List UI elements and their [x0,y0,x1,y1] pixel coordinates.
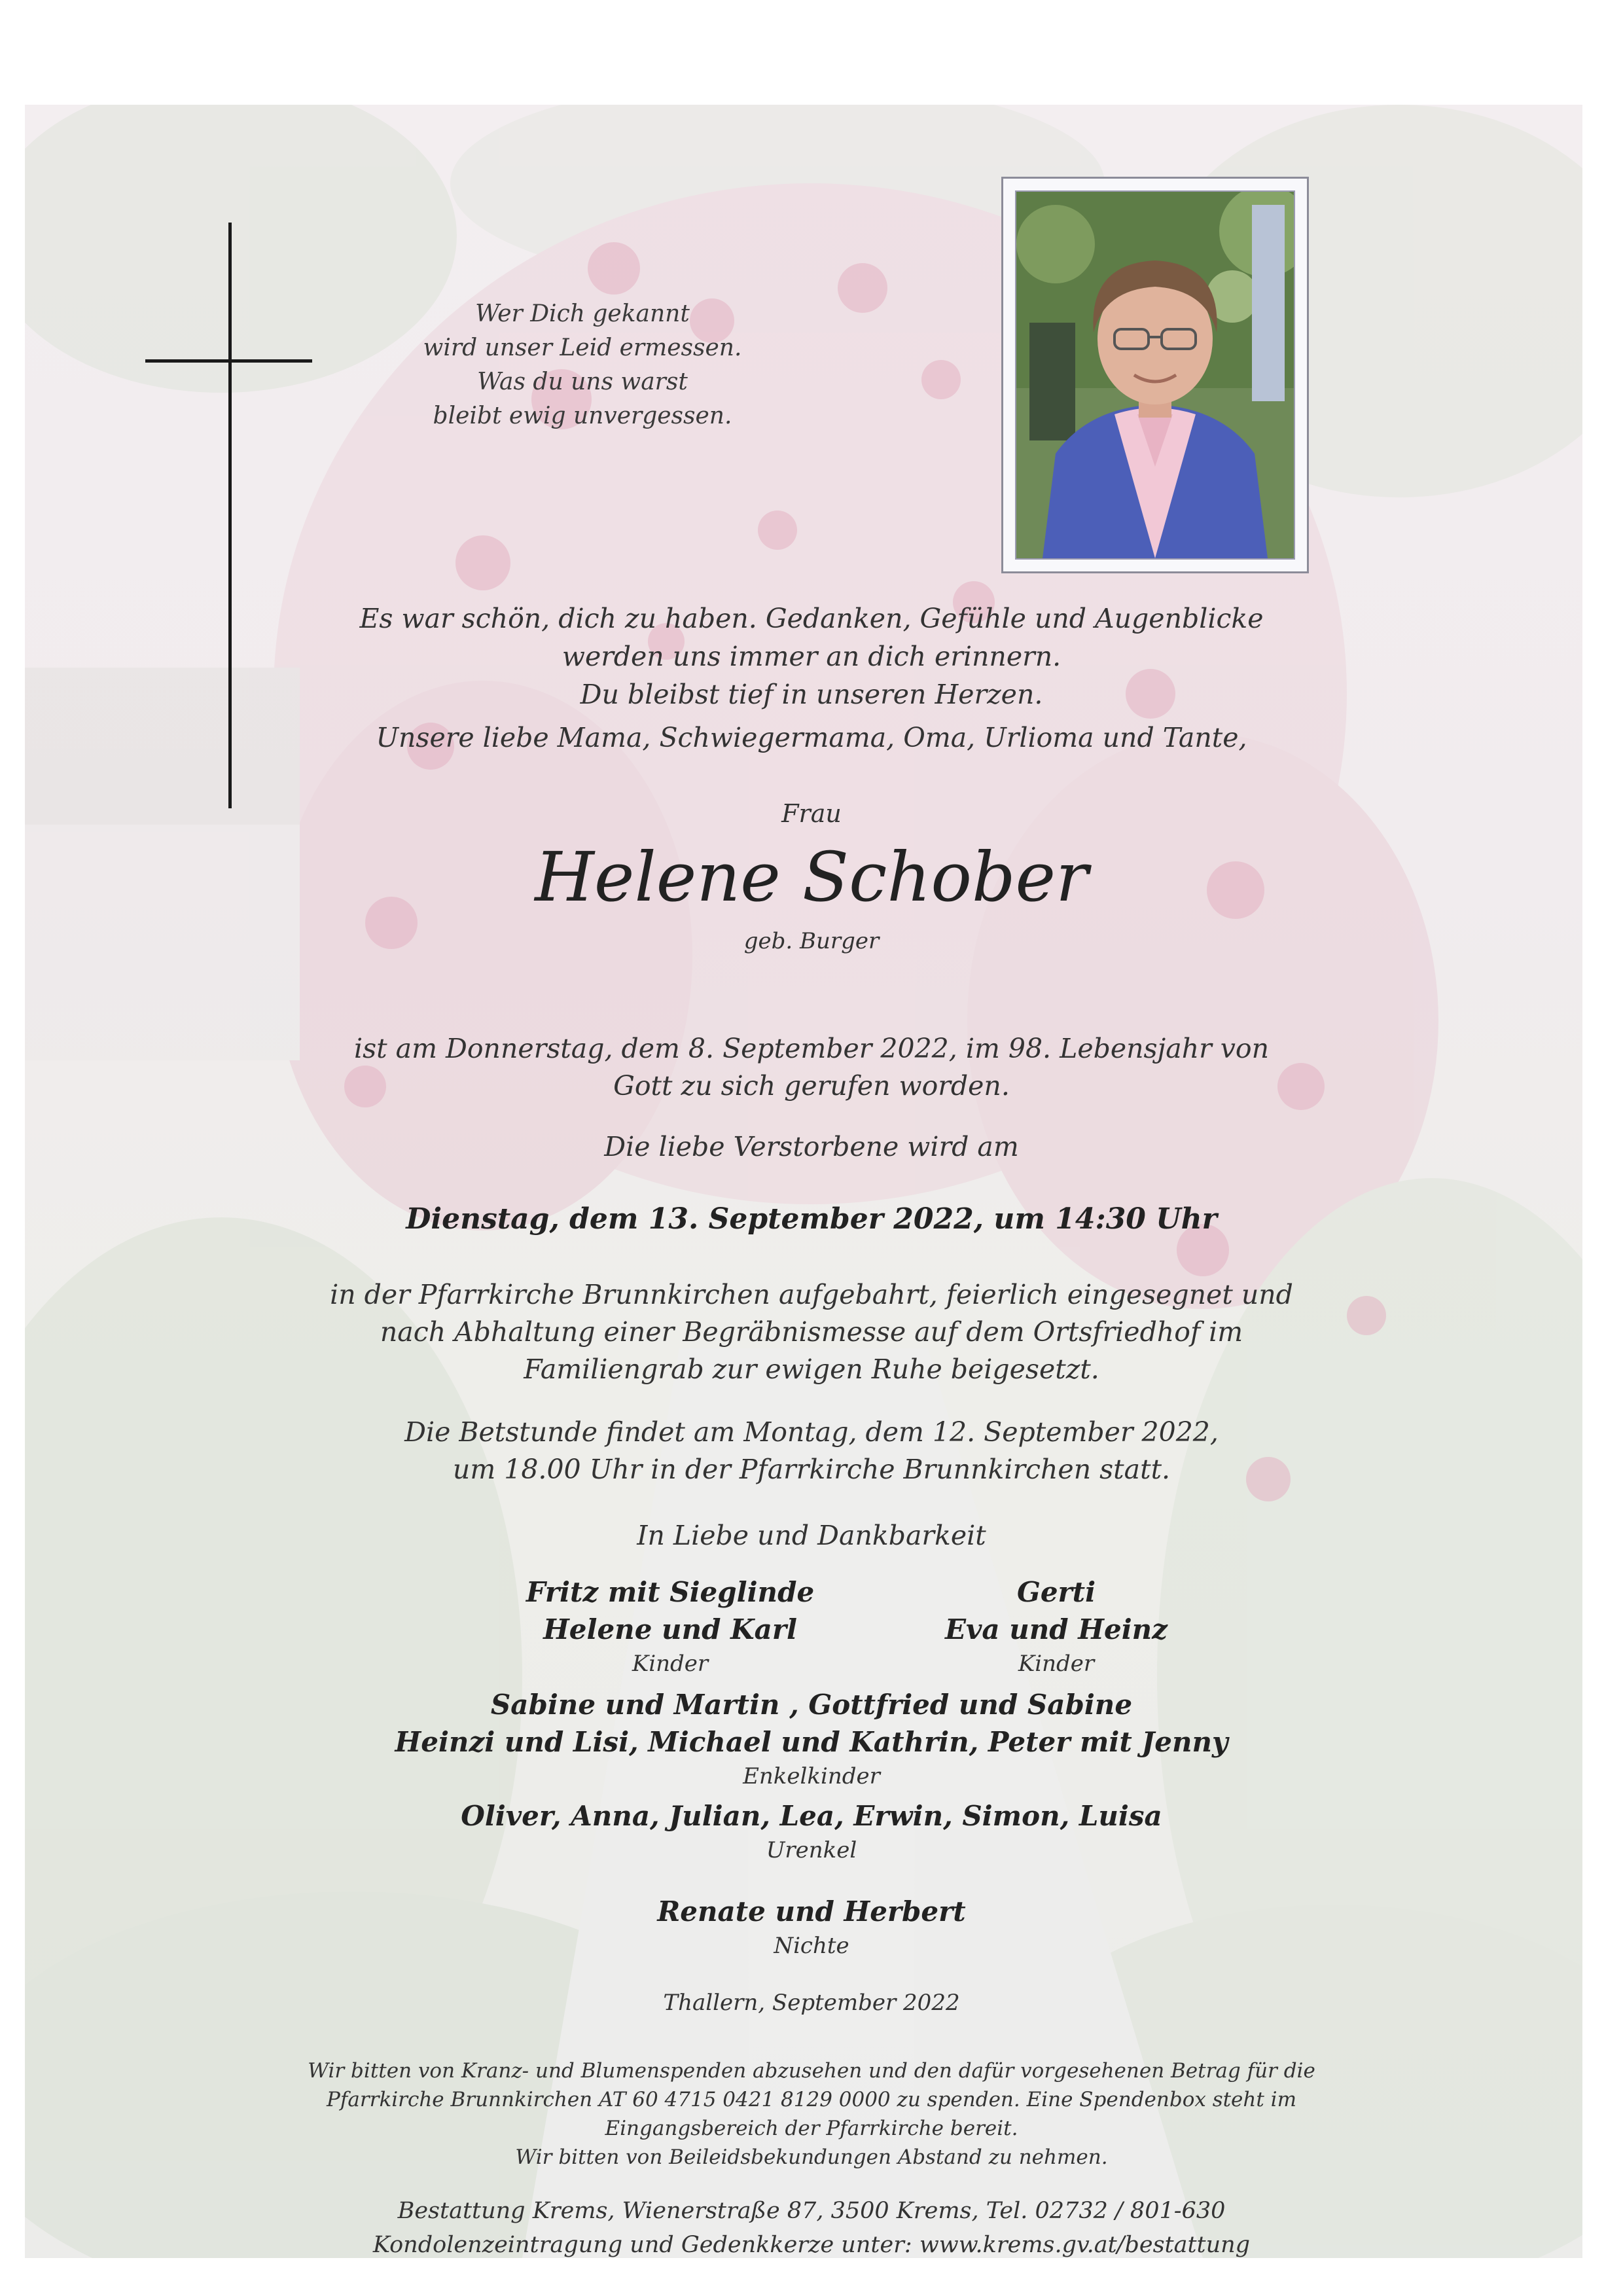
poem-line: Wer Dich gekannt [475,300,690,327]
portrait-frame [1001,177,1309,573]
intro-line: Unsere liebe Mama, Schwiegermama, Oma, Urlioma und Tante, [376,722,1247,753]
funeral-details-line: in der Pfarrkirche Brunnkirchen aufgebahrt, feierlich eingesegnet und [330,1279,1293,1310]
mourner-role: Kinder [1018,1651,1095,1677]
donation-note-line: Pfarrkirche Brunnkirchen AT 60 4715 0421 8129 0000 zu spenden. Eine Spendenbox steht im [327,2088,1296,2111]
donation-note [0,2056,1623,2172]
mourner-name: Eva und Heinz [944,1613,1168,1645]
mourners-children-right [827,1573,1285,1679]
mourners-grandchildren [0,1686,1623,1792]
death-notice-line: ist am Donnerstag, dem 8. September 2022, im 98. Lebensjahr von [353,1033,1269,1064]
death-notice-line: Gott zu sich gerufen worden. [613,1070,1010,1102]
donation-note-line: Wir bitten von Beileidsbekundungen Abstand zu nehmen. [515,2145,1108,2169]
mourner-name: Heinzi und Lisi, Michael und Kathrin, Peter mit Jenny [395,1726,1228,1758]
poem-line: Was du uns warst [477,368,688,395]
prayer-hour-line: Die Betstunde findet am Montag, dem 12. September 2022, [404,1416,1219,1448]
mourners-great-grandchildren [0,1797,1623,1866]
funeral-details-line: Familiengrab zur ewigen Ruhe beigesetzt. [524,1354,1099,1385]
funeral-home-address: Bestattung Krems, Wienerstraße 87, 3500 Krems, Tel. 02732 / 801-630 [397,2198,1226,2224]
donation-note-line: Eingangsbereich der Pfarrkirche bereit. [605,2117,1018,2140]
mourner-name: Renate und Herbert [657,1895,966,1928]
birth-name: geb. Burger [743,928,880,954]
mourners-niece [0,1893,1623,1962]
salutation: Frau [781,799,842,828]
cross-icon-bar [145,359,312,363]
memorial-poem [419,297,746,433]
donation-note-line: Wir bitten von Kranz- und Blumenspenden abzusehen und den dafür vorgesehenen Betrag für die [308,2059,1315,2083]
mourner-role: Enkelkinder [743,1763,880,1789]
mourner-name: Oliver, Anna, Julian, Lea, Erwin, Simon, Luisa [461,1800,1162,1832]
funeral-details-line: nach Abhaltung einer Begräbnismesse auf dem Ortsfriedhof im [380,1316,1243,1348]
death-notice [0,1030,1623,1105]
prayer-hour [0,1414,1623,1488]
mourner-name: Sabine und Martin , Gottfried und Sabine [490,1689,1133,1721]
funeral-intro: Die liebe Verstorbene wird am [604,1131,1019,1162]
portrait-photo [1015,190,1295,560]
intro-line: werden uns immer an dich erinnern. [562,641,1061,672]
funeral-home-website: Kondolenzeintragung und Gedenkkerze unter: www.krems.gv.at/bestattung [372,2232,1251,2258]
poem-line: wird unser Leid ermessen. [423,334,742,361]
mourner-role: Urenkel [766,1837,857,1863]
intro-line: Es war schön, dich zu haben. Gedanken, Gefühle und Augenblicke [359,603,1264,634]
mourner-name: Fritz mit Sieglinde [526,1576,815,1608]
funeral-date: Dienstag, dem 13. September 2022, um 14:30 Uhr [406,1202,1217,1236]
deceased-name: Helene Schober [535,837,1088,917]
funeral-details [0,1276,1623,1388]
prayer-hour-line: um 18.00 Uhr in der Pfarrkirche Brunnkirchen statt. [452,1454,1171,1485]
mourner-name: Helene und Karl [543,1613,797,1645]
mourner-role: Kinder [632,1651,709,1677]
closing-words: In Liebe und Dankbarkeit [637,1520,986,1551]
funeral-home-info [0,2194,1623,2262]
intro-text [0,600,1623,757]
place-date: Thallern, September 2022 [663,1990,960,2016]
poem-line: bleibt ewig unvergessen. [433,403,732,429]
mourner-name: Gerti [1016,1576,1096,1608]
intro-line: Du bleibst tief in unseren Herzen. [580,679,1043,710]
mourner-role: Nichte [774,1933,849,1959]
